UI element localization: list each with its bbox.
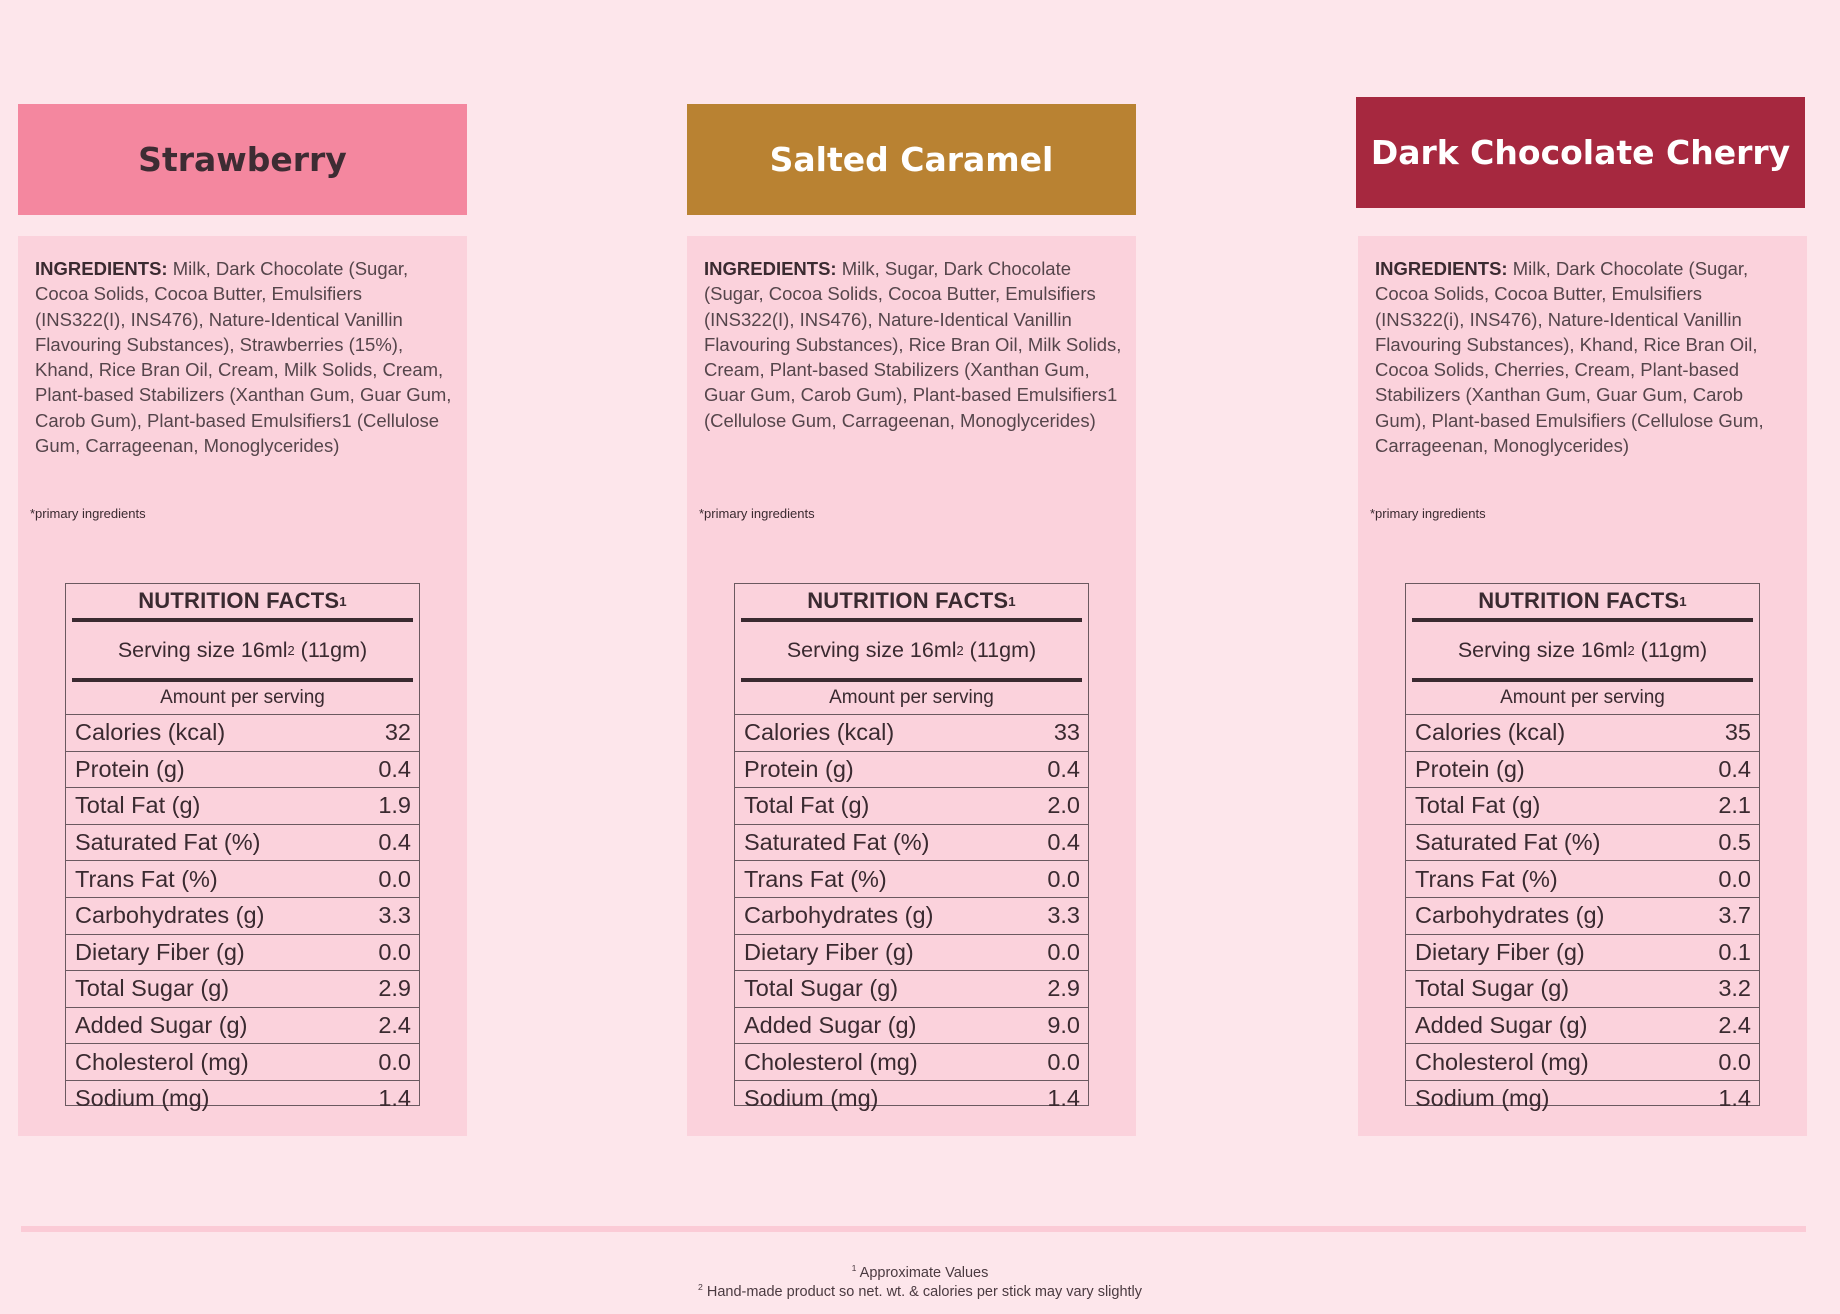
product-panel xyxy=(687,236,1136,1136)
primary-ingredients-note: *primary ingredients xyxy=(1370,506,1486,521)
nutrient-value: 0.4 xyxy=(1718,755,1751,782)
nutrient-label: Calories (kcal) xyxy=(744,719,895,746)
nutrient-label: Total Sugar (g) xyxy=(1415,975,1570,1002)
nutrient-label: Added Sugar (g) xyxy=(1415,1012,1588,1039)
amount-per-serving: Amount per serving xyxy=(735,682,1088,715)
product-name: Strawberry xyxy=(138,140,347,179)
table-row xyxy=(735,715,1088,752)
nutrient-value: 1.4 xyxy=(1047,1085,1080,1112)
ingredients-text xyxy=(704,256,1124,433)
table-row xyxy=(735,971,1088,1008)
ingredients-text xyxy=(1375,256,1795,458)
table-row xyxy=(1406,935,1759,972)
ingredients-text xyxy=(35,256,455,458)
table-row xyxy=(735,898,1088,935)
nutrient-value: 0.0 xyxy=(378,865,411,892)
nutrient-value: 0.5 xyxy=(1718,829,1751,856)
nutrient-value: 33 xyxy=(1053,719,1080,746)
nutrient-label: Cholesterol (mg) xyxy=(744,1048,918,1075)
nutrient-label: Cholesterol (mg) xyxy=(75,1048,249,1075)
nutrient-value: 3.3 xyxy=(378,902,411,929)
table-row xyxy=(735,1008,1088,1045)
nutrient-label: Dietary Fiber (g) xyxy=(75,938,245,965)
nutrient-label: Sodium (mg) xyxy=(75,1085,210,1112)
table-row xyxy=(1406,861,1759,898)
nutrient-value: 3.2 xyxy=(1718,975,1751,1002)
nutrient-label: Carbohydrates (g) xyxy=(75,902,265,929)
table-row xyxy=(66,788,419,825)
nutrition-facts-title: NUTRITION FACTS 1 xyxy=(1412,584,1753,622)
table-row xyxy=(735,825,1088,862)
nutrient-value: 0.4 xyxy=(378,829,411,856)
table-row xyxy=(1406,1081,1759,1117)
nutrient-value: 3.3 xyxy=(1047,902,1080,929)
primary-ingredients-note: *primary ingredients xyxy=(30,506,146,521)
nutrient-value: 0.1 xyxy=(1718,938,1751,965)
nutrient-label: Total Fat (g) xyxy=(744,792,870,819)
table-row xyxy=(735,1044,1088,1081)
nutrient-label: Trans Fat (%) xyxy=(744,865,887,892)
nutrient-label: Total Fat (g) xyxy=(1415,792,1541,819)
ingredients-list: Milk, Dark Chocolate (Sugar, Cocoa Solids, Cocoa Butter, Emulsifiers (INS322(i), INS476), Nature-Identical Vanillin Flavouring Substances), Khand, Rice Bran Oil, Cocoa Solids, Cherries, Cream, Plant-based Stabilizers (Xanthan Gum, Guar Gum, Carob Gum), Plant-based Emulsifiers (Cellulose Gum, Carrageenan, Monoglycerides) xyxy=(1375,258,1764,457)
nutrient-label: Trans Fat (%) xyxy=(1415,865,1558,892)
ingredients-label: INGREDIENTS: xyxy=(35,258,168,279)
table-row xyxy=(66,1008,419,1045)
nutrition-facts-title: NUTRITION FACTS 1 xyxy=(72,584,413,622)
nutrient-value: 2.4 xyxy=(1718,1012,1751,1039)
table-row xyxy=(1406,752,1759,789)
nutrient-label: Cholesterol (mg) xyxy=(1415,1048,1589,1075)
nutrient-value: 2.9 xyxy=(378,975,411,1002)
nutrient-label: Total Sugar (g) xyxy=(744,975,899,1002)
table-row xyxy=(735,935,1088,972)
product-panel xyxy=(18,236,467,1136)
nutrient-value: 0.0 xyxy=(1047,1048,1080,1075)
table-row xyxy=(66,715,419,752)
nutrient-value: 0.0 xyxy=(1718,865,1751,892)
nutrient-value: 9.0 xyxy=(1047,1012,1080,1039)
nutrient-value: 0.0 xyxy=(1047,865,1080,892)
table-row xyxy=(66,971,419,1008)
primary-ingredients-note: *primary ingredients xyxy=(699,506,815,521)
serving-size: Serving size 16ml 2 (11gm) xyxy=(72,622,413,682)
nutrient-value: 2.0 xyxy=(1047,792,1080,819)
nutrient-label: Saturated Fat (%) xyxy=(75,829,261,856)
table-row xyxy=(1406,971,1759,1008)
nutrient-label: Protein (g) xyxy=(1415,755,1525,782)
product-banner xyxy=(687,104,1136,215)
ingredients-list: Milk, Sugar, Dark Chocolate (Sugar, Cocoa Solids, Cocoa Butter, Emulsifiers (INS322(I), INS476), Nature-Identical Vanillin Flavouring Substances), Rice Bran Oil, Milk Solids, Cream, Plant-based Stabilizers (Xanthan Gum, Guar Gum, Carob Gum), Plant-based Emulsifiers1 (Cellulose Gum, Carrageenan, Monoglycerides) xyxy=(704,258,1122,431)
nutrient-value: 0.0 xyxy=(378,1048,411,1075)
nutrient-value: 3.7 xyxy=(1718,902,1751,929)
nutrient-value: 0.0 xyxy=(378,938,411,965)
nutrient-value: 2.1 xyxy=(1718,792,1751,819)
table-row xyxy=(1406,825,1759,862)
table-row xyxy=(1406,788,1759,825)
amount-per-serving: Amount per serving xyxy=(66,682,419,715)
nutrition-facts-table xyxy=(65,583,420,1112)
serving-size: Serving size 16ml 2 (11gm) xyxy=(741,622,1082,682)
table-row xyxy=(1406,898,1759,935)
nutrient-value: 2.4 xyxy=(378,1012,411,1039)
nutrient-value: 1.4 xyxy=(1718,1085,1751,1112)
nutrient-value: 0.4 xyxy=(378,755,411,782)
product-name: Dark Chocolate Cherry xyxy=(1370,133,1791,172)
table-row xyxy=(66,825,419,862)
amount-per-serving: Amount per serving xyxy=(1406,682,1759,715)
nutrient-value: 0.0 xyxy=(1047,938,1080,965)
product-banner xyxy=(1356,97,1805,208)
ingredients-list: Milk, Dark Chocolate (Sugar, Cocoa Solids, Cocoa Butter, Emulsifiers (INS322(I), INS476), Nature-Identical Vanillin Flavouring Substances), Strawberries (15%), Khand, Rice Bran Oil, Cream, Milk Solids, Cream, Plant-based Stabilizers (Xanthan Gum, Guar Gum, Carob Gum), Plant-based Emulsifiers1 (Cellulose Gum, Carrageenan, Monoglycerides) xyxy=(35,258,452,457)
table-row xyxy=(66,898,419,935)
nutrient-label: Sodium (mg) xyxy=(744,1085,879,1112)
table-row xyxy=(66,935,419,972)
table-row xyxy=(735,752,1088,789)
nutrient-label: Sodium (mg) xyxy=(1415,1085,1550,1112)
nutrient-value: 35 xyxy=(1724,719,1751,746)
nutrient-label: Carbohydrates (g) xyxy=(744,902,934,929)
nutrient-label: Added Sugar (g) xyxy=(75,1012,248,1039)
nutrition-facts-title: NUTRITION FACTS 1 xyxy=(741,584,1082,622)
table-row xyxy=(735,1081,1088,1117)
nutrient-value: 2.9 xyxy=(1047,975,1080,1002)
table-row xyxy=(1406,1008,1759,1045)
nutrient-label: Saturated Fat (%) xyxy=(1415,829,1601,856)
table-row xyxy=(66,1044,419,1081)
nutrition-facts-table xyxy=(734,583,1089,1112)
nutrient-value: 1.9 xyxy=(378,792,411,819)
nutrient-label: Dietary Fiber (g) xyxy=(1415,938,1585,965)
nutrient-value: 0.0 xyxy=(1718,1048,1751,1075)
table-row xyxy=(66,752,419,789)
nutrient-label: Protein (g) xyxy=(744,755,854,782)
table-row xyxy=(1406,1044,1759,1081)
table-row xyxy=(1406,715,1759,752)
nutrient-label: Total Fat (g) xyxy=(75,792,201,819)
table-row xyxy=(735,861,1088,898)
ingredients-label: INGREDIENTS: xyxy=(704,258,837,279)
ingredients-label: INGREDIENTS: xyxy=(1375,258,1508,279)
nutrition-facts-table xyxy=(1405,583,1760,1112)
footnote-handmade: $^2$ Hand-made product so net. wt. & calories per stick may vary slightly xyxy=(697,1282,1143,1300)
nutrient-label: Total Sugar (g) xyxy=(75,975,230,1002)
nutrient-label: Calories (kcal) xyxy=(75,719,226,746)
nutrient-value: 1.4 xyxy=(378,1085,411,1112)
table-row xyxy=(66,1081,419,1117)
nutrient-value: 32 xyxy=(384,719,411,746)
nutrient-label: Saturated Fat (%) xyxy=(744,829,930,856)
footer-divider xyxy=(21,1226,1806,1232)
nutrient-label: Calories (kcal) xyxy=(1415,719,1566,746)
product-name: Salted Caramel xyxy=(769,140,1054,179)
product-panel xyxy=(1358,236,1807,1136)
table-row xyxy=(66,861,419,898)
nutrient-value: 0.4 xyxy=(1047,829,1080,856)
nutrient-label: Carbohydrates (g) xyxy=(1415,902,1605,929)
product-banner xyxy=(18,104,467,215)
footnote-approximate: $^1$ Approximate Values xyxy=(851,1263,989,1281)
nutrient-value: 0.4 xyxy=(1047,755,1080,782)
nutrient-label: Dietary Fiber (g) xyxy=(744,938,914,965)
nutrient-label: Trans Fat (%) xyxy=(75,865,218,892)
nutrient-label: Protein (g) xyxy=(75,755,185,782)
serving-size: Serving size 16ml 2 (11gm) xyxy=(1412,622,1753,682)
table-row xyxy=(735,788,1088,825)
nutrient-label: Added Sugar (g) xyxy=(744,1012,917,1039)
